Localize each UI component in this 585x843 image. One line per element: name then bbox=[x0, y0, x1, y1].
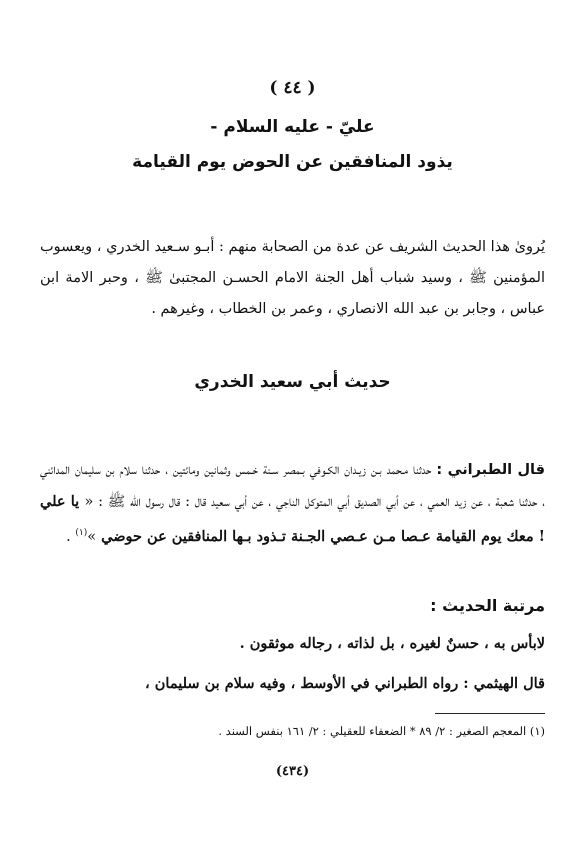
narration-paragraph bbox=[40, 455, 545, 553]
chapter-title-line2: يذود المنافقين عن الحوض يوم القيامة bbox=[132, 152, 453, 172]
footnote-ref: (١) bbox=[75, 528, 88, 538]
haythami-statement: قال الهيثمي : رواه الطبراني في الأوسط ، وفيه سلام بن سليمان ، bbox=[145, 675, 545, 692]
intro-paragraph: يُروىٰ هذا الحديث الشريف عن عدة من الصحابة منهم : أبـو سـعيد الخدري ، ويعسوب المؤمنين ﷺ ، وسيد شباب أهل الجنة الامام الحسـن المجتبىٰ ﷺ ، وحبر الامة ابن عباس ، وجابر بن عبد الله الانصاري ، وعمر بن الخطاب ، وغيرهم . bbox=[40, 239, 545, 317]
chapter-title-line1: عليّ - عليه السلام - bbox=[210, 117, 375, 137]
quote-close: » bbox=[87, 528, 97, 545]
grade-text: لابأس به ، حسنٌ لغيره ، بل لذاته ، رجاله موثقون . bbox=[239, 635, 545, 652]
section-heading: حديث أبي سعيد الخدري bbox=[194, 372, 391, 392]
narration-speaker: قال الطبراني : bbox=[436, 462, 545, 478]
narration-chain: حدثنا مـحمد بـن زيـدان الكـوفي بـمصر سـنة خـمس وثمانين ومائتين ، حدثنا سلام بن سليمان المدائني ، حدثنا شعبة ، عن زيد العمي ، عن أبي الصديق أبي المتوكل الناجي ، عن أبي سعيد قال : قال رسول الله ﷺ : « bbox=[40, 462, 546, 510]
page-number: (٤٣٤) bbox=[275, 764, 310, 779]
hadith-quote: يا علي ! معك يوم القيامة عـصا مـن عـصي الجـنة تـذود بـها المنافقين عن حوضي bbox=[40, 493, 545, 545]
footnote-divider bbox=[435, 713, 545, 714]
footnote-text: (١) المعجم الصغير : ٢/ ٨٩ * الضعفاء للعقيلي : ٢/ ١٦١ بنفس السند . bbox=[218, 724, 545, 738]
narration-end: . bbox=[66, 528, 76, 545]
grade-heading: مرتبة الحديث : bbox=[430, 596, 545, 615]
chapter-number: ( ٤٤ ) bbox=[269, 78, 316, 98]
